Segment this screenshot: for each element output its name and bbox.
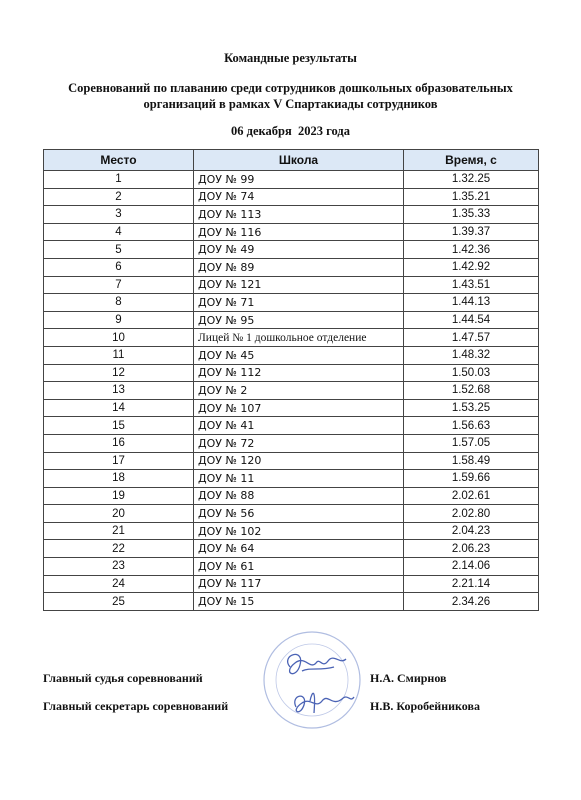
cell-time: 1.32.25 [404, 171, 539, 189]
cell-school: ДОУ № 89 [194, 258, 404, 276]
table-row [44, 364, 539, 382]
column-header-time: Время, с [404, 150, 539, 171]
cell-school: ДОУ № 61 [194, 558, 404, 576]
table-row [44, 558, 539, 576]
cell-time: 1.42.92 [404, 258, 539, 276]
cell-time: 1.48.32 [404, 346, 539, 364]
cell-time: 1.42.36 [404, 241, 539, 259]
cell-school: ДОУ № 116 [194, 223, 404, 241]
table-header-row [44, 150, 539, 171]
cell-place: 3 [44, 206, 194, 224]
cell-place: 24 [44, 575, 194, 593]
cell-time: 2.04.23 [404, 522, 539, 540]
table-row [44, 575, 539, 593]
cell-school: ДОУ № 74 [194, 188, 404, 206]
cell-place: 6 [44, 258, 194, 276]
table-row [44, 399, 539, 417]
judge-name: Н.А. Смирнов [370, 671, 447, 685]
cell-school: ДОУ № 99 [194, 171, 404, 189]
cell-school: ДОУ № 2 [194, 382, 404, 400]
secretary-name: Н.В. Коробейникова [370, 699, 480, 713]
cell-place: 9 [44, 311, 194, 329]
cell-school: ДОУ № 49 [194, 241, 404, 259]
table-row [44, 223, 539, 241]
cell-place: 2 [44, 188, 194, 206]
cell-place: 4 [44, 223, 194, 241]
table-row [44, 311, 539, 329]
table-row [44, 505, 539, 523]
table-row [44, 241, 539, 259]
table-row [44, 470, 539, 488]
cell-place: 8 [44, 294, 194, 312]
cell-time: 1.44.54 [404, 311, 539, 329]
cell-school: ДОУ № 117 [194, 575, 404, 593]
cell-school: ДОУ № 71 [194, 294, 404, 312]
subtitle-line-2: организаций в рамках V Спартакиады сотрудников [143, 97, 438, 111]
cell-school: ДОУ № 120 [194, 452, 404, 470]
cell-time: 1.56.63 [404, 417, 539, 435]
table-row [44, 294, 539, 312]
table-row [44, 276, 539, 294]
cell-place: 11 [44, 346, 194, 364]
cell-school: ДОУ № 88 [194, 487, 404, 505]
column-header-school: Школа [194, 150, 404, 171]
cell-time: 2.06.23 [404, 540, 539, 558]
cell-place: 15 [44, 417, 194, 435]
table-row [44, 452, 539, 470]
cell-time: 1.53.25 [404, 399, 539, 417]
cell-place: 21 [44, 522, 194, 540]
table-row [44, 206, 539, 224]
table-row [44, 346, 539, 364]
cell-place: 14 [44, 399, 194, 417]
subtitle-line-1: Соревнований по плаванию среди сотрудников дошкольных образовательных [68, 81, 513, 95]
cell-school: ДОУ № 15 [194, 593, 404, 611]
cell-place: 22 [44, 540, 194, 558]
cell-place: 17 [44, 452, 194, 470]
cell-place: 20 [44, 505, 194, 523]
cell-school: ДОУ № 41 [194, 417, 404, 435]
cell-time: 1.58.49 [404, 452, 539, 470]
table-row [44, 593, 539, 611]
table-row [44, 540, 539, 558]
cell-school: ДОУ № 107 [194, 399, 404, 417]
cell-school: ДОУ № 112 [194, 364, 404, 382]
cell-place: 10 [44, 329, 194, 347]
table-row [44, 188, 539, 206]
cell-time: 2.02.80 [404, 505, 539, 523]
cell-time: 1.44.13 [404, 294, 539, 312]
table-row [44, 434, 539, 452]
table-row [44, 171, 539, 189]
cell-time: 1.52.68 [404, 382, 539, 400]
judge-role: Главный судья соревнований [43, 671, 203, 685]
cell-time: 2.34.26 [404, 593, 539, 611]
cell-school: ДОУ № 11 [194, 470, 404, 488]
cell-time: 1.39.37 [404, 223, 539, 241]
table-row [44, 487, 539, 505]
cell-school: ДОУ № 102 [194, 522, 404, 540]
cell-school: ДОУ № 121 [194, 276, 404, 294]
document-title: Командные результаты [224, 51, 357, 65]
cell-time: 1.57.05 [404, 434, 539, 452]
cell-place: 1 [44, 171, 194, 189]
round-stamp-icon [250, 625, 370, 735]
cell-place: 7 [44, 276, 194, 294]
cell-time: 1.43.51 [404, 276, 539, 294]
cell-school: ДОУ № 95 [194, 311, 404, 329]
cell-time: 2.02.61 [404, 487, 539, 505]
cell-place: 18 [44, 470, 194, 488]
cell-place: 5 [44, 241, 194, 259]
cell-time: 1.50.03 [404, 364, 539, 382]
secretary-role: Главный секретарь соревнований [43, 699, 229, 713]
cell-school: Лицей № 1 дошкольное отделение [194, 329, 404, 347]
cell-place: 25 [44, 593, 194, 611]
results-table [43, 149, 539, 611]
document-date: 06 декабря 2023 года [231, 124, 350, 138]
cell-place: 13 [44, 382, 194, 400]
cell-school: ДОУ № 72 [194, 434, 404, 452]
cell-place: 19 [44, 487, 194, 505]
table-row [44, 417, 539, 435]
table-row [44, 329, 539, 347]
cell-school: ДОУ № 45 [194, 346, 404, 364]
column-header-place: Место [44, 150, 194, 171]
cell-time: 1.35.33 [404, 206, 539, 224]
cell-school: ДОУ № 56 [194, 505, 404, 523]
cell-time: 2.21.14 [404, 575, 539, 593]
table-row [44, 258, 539, 276]
cell-time: 1.47.57 [404, 329, 539, 347]
cell-school: ДОУ № 113 [194, 206, 404, 224]
cell-time: 1.59.66 [404, 470, 539, 488]
table-row [44, 522, 539, 540]
cell-place: 16 [44, 434, 194, 452]
document-subtitle [0, 80, 581, 112]
cell-time: 2.14.06 [404, 558, 539, 576]
table-row [44, 382, 539, 400]
results-table-body [44, 171, 539, 611]
cell-place: 12 [44, 364, 194, 382]
cell-time: 1.35.21 [404, 188, 539, 206]
cell-place: 23 [44, 558, 194, 576]
cell-school: ДОУ № 64 [194, 540, 404, 558]
